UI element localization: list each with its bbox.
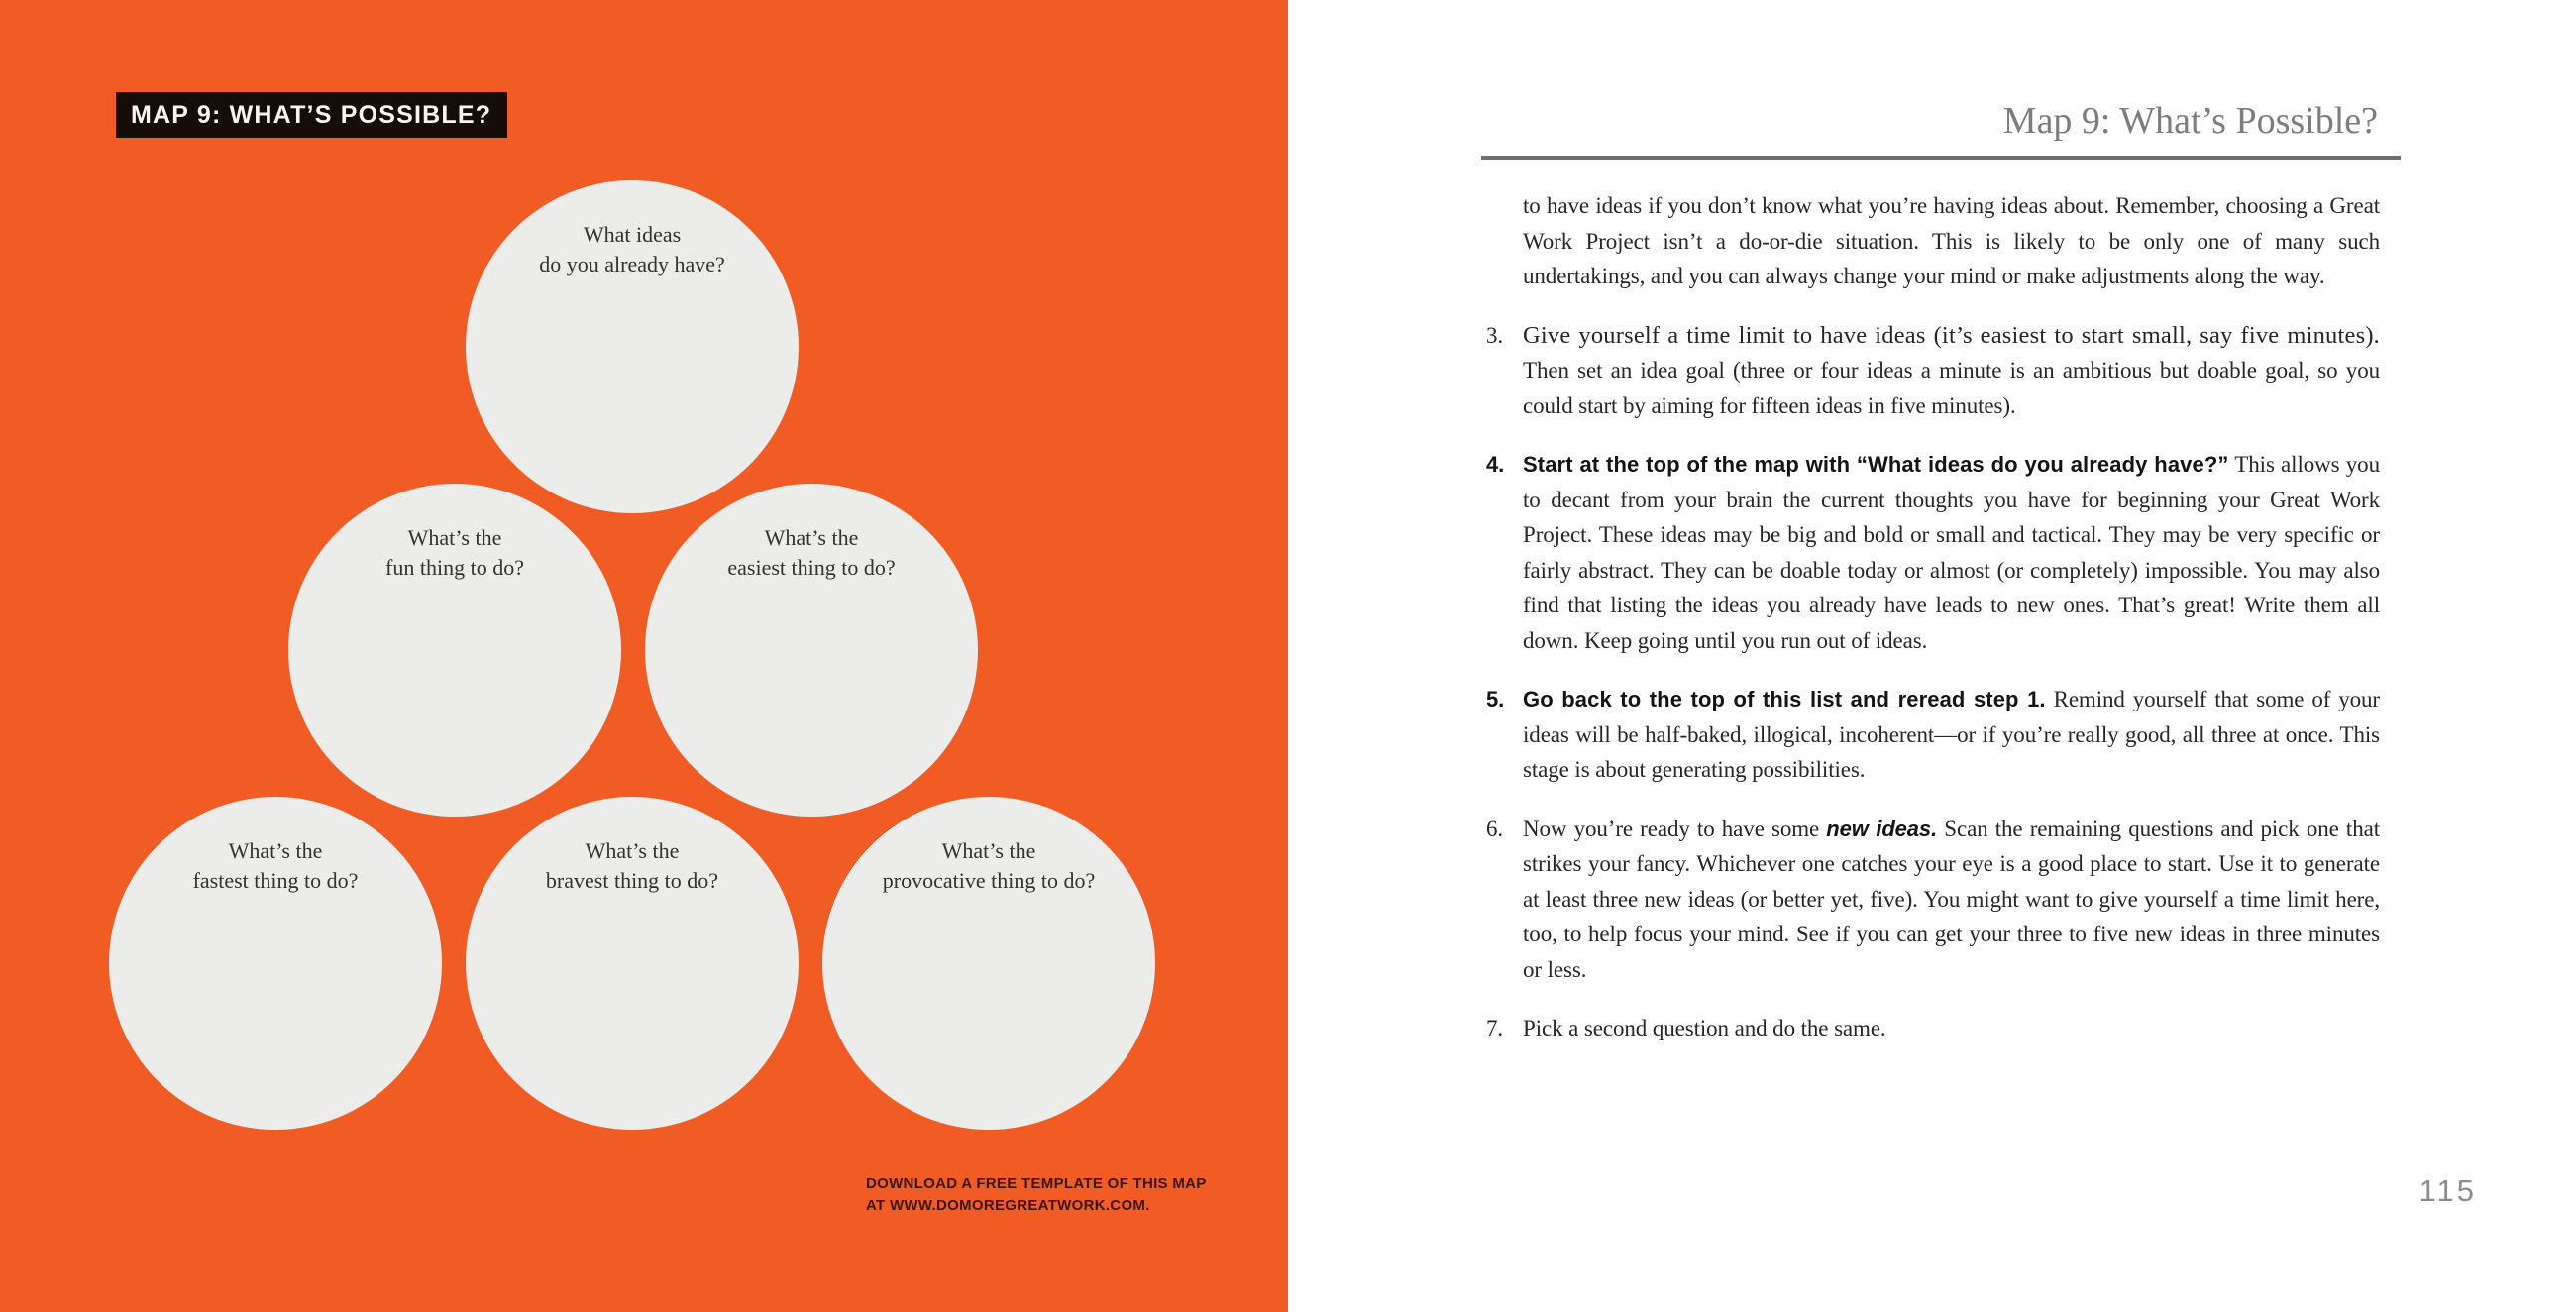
circle-label-line: easiest thing to do? — [727, 555, 896, 580]
step-pre-text: Now you’re ready to have some — [1523, 816, 1820, 841]
circle-label-line: bravest thing to do? — [545, 868, 719, 893]
step-item-3 — [1486, 318, 2380, 424]
map-circle-fun — [288, 484, 621, 817]
step-text: Remind yourself that some of your ideas will be half-baked, illogical, incoherent—or if you’re really good, all three at once. This stage is about generating possibilities. — [1523, 687, 2380, 782]
step-number: 6. — [1486, 816, 1504, 841]
step-item-4 — [1486, 447, 2380, 658]
circle-label — [288, 484, 621, 583]
step-item-5 — [1486, 682, 2380, 788]
intro-paragraph: to have ideas if you don’t know what you’re having ideas about. Remember, choosing a Great Work Project isn’t a do-or-die situation. This is likely to be only one of many such undertakings, and you can always change your mind or make adjustments along the way. — [1523, 193, 2380, 288]
step-number: 4. — [1486, 452, 1505, 477]
circle-label-line: do you already have? — [539, 252, 725, 276]
template-download-note — [866, 1173, 1207, 1217]
circle-label — [645, 484, 978, 583]
circle-label-line: fastest thing to do? — [192, 868, 359, 893]
header-rule — [1481, 156, 2401, 160]
map-circle-bravest — [466, 797, 799, 1130]
step-text: Pick a second question and do the same. — [1523, 1016, 1886, 1040]
map-circle-fastest — [109, 797, 442, 1130]
map-title: MAP 9: WHAT’S POSSIBLE? — [116, 92, 507, 138]
template-download-note-line: AT WWW.DOMOREGREATWORK.COM. — [866, 1197, 1150, 1214]
step-lead: new ideas. — [1826, 816, 1938, 841]
step-lead: Start at the top of the map with “What ideas do you already have?” — [1523, 452, 2229, 477]
template-download-note-line: DOWNLOAD A FREE TEMPLATE OF THIS MAP — [866, 1175, 1207, 1192]
body-text-column — [1486, 188, 2380, 1046]
step-text: Then set an idea goal (three or four ideas a minute is an ambitious but doable goal, so you could start by aiming for fifteen ideas in five minutes). — [1523, 358, 2380, 418]
step-item-6 — [1486, 812, 2380, 988]
page-number: 115 — [2418, 1173, 2477, 1208]
step-number: 3. — [1486, 322, 1504, 348]
running-head: Map 9: What’s Possible? — [2002, 100, 2378, 142]
circle-label-line: What’s the — [585, 838, 680, 863]
circle-label — [822, 797, 1155, 896]
step-lead: Go back to the top of this list and reread step 1. — [1523, 687, 2046, 711]
circle-label — [109, 797, 442, 896]
circle-label — [466, 797, 799, 896]
circle-label-line: provocative thing to do? — [882, 868, 1096, 893]
map-circle-easiest — [645, 484, 978, 817]
circle-label-line: What ideas — [583, 222, 682, 247]
step-lead: Give yourself a time limit to have ideas (it’s easiest to start small, say five minutes). — [1523, 321, 2380, 349]
right-page — [1288, 0, 2576, 1312]
map-circle-provocative — [822, 797, 1155, 1130]
circle-label-line: What’s the — [228, 838, 323, 863]
circle-label-line: fun thing to do? — [385, 555, 524, 580]
step-number: 5. — [1486, 687, 1505, 711]
circle-label-line: What’s the — [941, 838, 1036, 863]
map-circle-already-have — [466, 180, 799, 513]
step-text: Scan the remaining questions and pick one that strikes your fancy. Whichever one catches your eye is a good place to start. Use it to generate at least three new ideas (or better yet, five). You might want to give yourself a time limit here, too, to help focus your mind. See if you can get your three to five new ideas in three minutes or less. — [1523, 816, 2380, 982]
step-text: This allows you to decant from your brain the current thoughts you have for beginning your Great Work Project. These ideas may be big and bold or small and tactical. They may be very specific or fairly abstract. They can be doable today or almost (or completely) impossible. You may also find that listing the ideas you already have leads to new ones. That’s great! Write them all down. Keep going until you run out of ideas. — [1523, 452, 2380, 653]
step-number: 7. — [1486, 1016, 1504, 1040]
circle-label — [466, 180, 799, 279]
circle-label-line: What’s the — [764, 525, 859, 550]
step-item-7 — [1486, 1011, 2380, 1046]
circle-label-line: What’s the — [407, 525, 502, 550]
